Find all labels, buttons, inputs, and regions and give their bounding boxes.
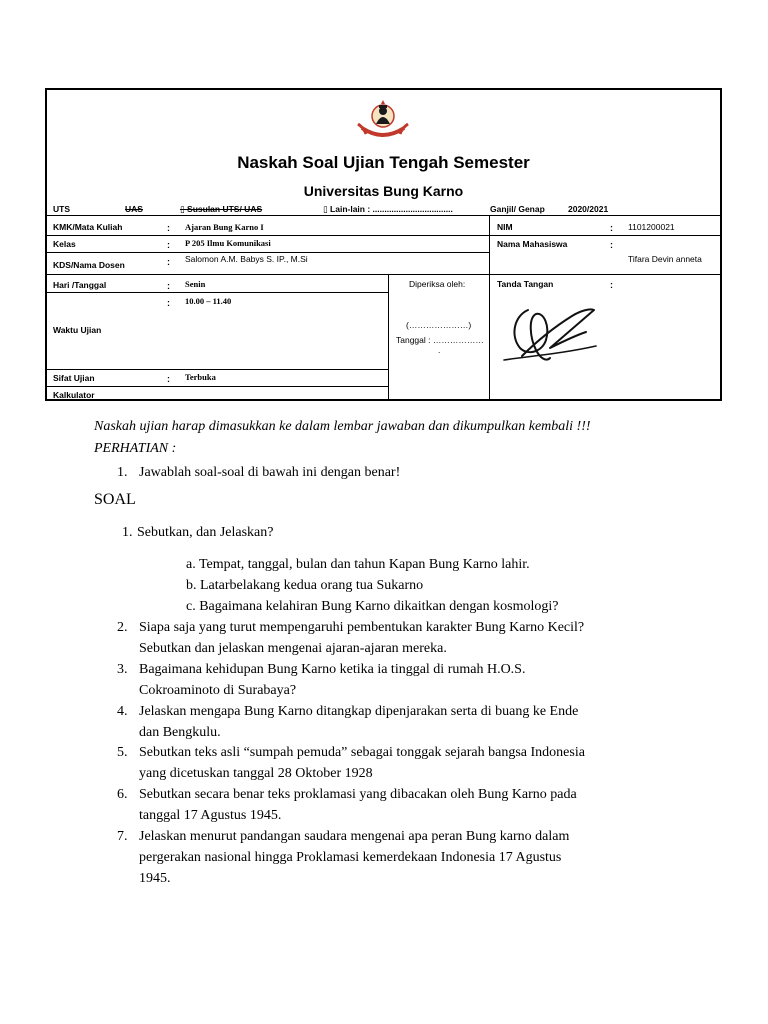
field-colon: : <box>610 280 613 290</box>
column-divider <box>388 274 389 401</box>
signature-icon <box>500 296 610 366</box>
row-divider <box>47 369 388 370</box>
exam-type-lain: ▯ Lain-lain : .................................. <box>323 204 453 214</box>
perhatian-title: PERHATIAN : <box>94 441 177 456</box>
exam-type-susulan: ▯ Susulan UTS/ UAS <box>180 204 263 214</box>
sub-question: a. Tempat, tanggal, bulan dan tahun Kapan Bung Karno lahir. <box>186 557 530 572</box>
question-text: dan Bengkulu. <box>139 725 221 740</box>
perhatian-item-number: 1. <box>117 465 128 480</box>
diperiksa-label: Diperiksa oleh: <box>409 279 466 289</box>
field-colon: : <box>167 240 170 250</box>
row-divider <box>47 252 489 253</box>
kmk-value: Ajaran Bung Karno I <box>185 222 264 232</box>
question-number: 5. <box>117 745 128 760</box>
nama-label: Nama Mahasiswa <box>497 239 568 249</box>
semester-label: Ganjil/ Genap <box>490 204 545 214</box>
header-divider <box>47 215 720 216</box>
question-text: Cokroaminoto di Surabaya? <box>139 683 297 698</box>
tanggal-label: Tanggal : ……………… <box>396 335 484 345</box>
field-colon: : <box>610 240 613 250</box>
row-divider <box>47 386 388 387</box>
row-divider <box>489 235 720 236</box>
tanda-tangan-label: Tanda Tangan <box>497 279 554 289</box>
row-divider <box>47 274 720 275</box>
exam-type-uas: UAS <box>125 204 143 214</box>
field-colon: : <box>167 223 170 233</box>
field-colon: : <box>610 223 613 233</box>
dosen-label: KDS/Nama Dosen <box>53 260 125 270</box>
field-colon: : <box>167 374 170 384</box>
kalkulator-label: Kalkulator <box>53 390 95 400</box>
question-text: Jelaskan menurut pandangan saudara mengenai apa peran Bung karno dalam <box>139 829 570 844</box>
kmk-label: KMK/Mata Kuliah <box>53 222 123 232</box>
question-text: tanggal 17 Agustus 1945. <box>139 808 282 823</box>
field-colon: : <box>167 281 170 291</box>
question-number: 7. <box>117 829 128 844</box>
soal-title: SOAL <box>94 491 136 508</box>
nama-value: Tifara Devin anneta <box>628 254 702 264</box>
sub-question: b. Latarbelakang kedua orang tua Sukarno <box>186 578 424 593</box>
sifat-label: Sifat Ujian <box>53 373 95 383</box>
row-divider <box>47 235 489 236</box>
nim-value: 1101200021 <box>628 222 675 232</box>
document-title: Naskah Soal Ujian Tengah Semester <box>237 153 530 172</box>
university-logo-icon <box>352 98 414 142</box>
question-text: Sebutkan dan jelaskan mengenai ajaran-ajaran mereka. <box>139 641 447 656</box>
question-text: 1945. <box>139 871 171 886</box>
question-number: 6. <box>117 787 128 802</box>
question-number: 1. <box>122 525 133 540</box>
exam-type-uts: UTS <box>53 204 70 214</box>
university-name: Universitas Bung Karno <box>303 183 464 199</box>
question-number: 3. <box>117 662 128 677</box>
question-text: Sebutkan secara benar teks proklamasi yang dibacakan oleh Bung Karno pada <box>139 787 577 802</box>
diperiksa-blank: (…………………) <box>406 320 472 330</box>
field-colon: : <box>167 257 170 267</box>
question-text: Jelaskan mengapa Bung Karno ditangkap dipenjarakan serta di buang ke Ende <box>139 704 579 719</box>
question-text: pergerakan nasional hingga Proklamasi kemerdekaan Indonesia 17 Agustus <box>139 850 562 865</box>
academic-year: 2020/2021 <box>568 204 609 214</box>
waktu-value: 10.00 – 11.40 <box>185 296 232 306</box>
dosen-value: Salomon A.M. Babys S. IP., M.Si <box>185 254 308 264</box>
question-number: 2. <box>117 620 128 635</box>
nim-label: NIM <box>497 222 513 232</box>
sifat-value: Terbuka <box>185 372 216 382</box>
submission-notice: Naskah ujian harap dimasukkan ke dalam lembar jawaban dan dikumpulkan kembali !!! <box>94 419 591 434</box>
question-text: Sebutkan teks asli “sumpah pemuda” sebagai tonggak sejarah bangsa Indonesia <box>139 745 585 760</box>
kelas-label: Kelas <box>53 239 76 249</box>
column-divider <box>489 215 490 401</box>
question-text: yang dicetuskan tanggal 28 Oktober 1928 <box>139 766 373 781</box>
tanggal-dot: . <box>438 345 441 355</box>
question-text: Bagaimana kehidupan Bung Karno ketika ia tinggal di rumah H.O.S. <box>139 662 526 677</box>
sub-question: c. Bagaimana kelahiran Bung Karno dikaitkan dengan kosmologi? <box>186 599 559 614</box>
waktu-label: Waktu Ujian <box>53 325 102 335</box>
exam-header-box <box>45 88 722 401</box>
field-colon: : <box>167 298 170 308</box>
hari-value: Senin <box>185 279 206 289</box>
kelas-value: P 205 Ilmu Komunikasi <box>185 238 271 248</box>
question-text: Siapa saja yang turut mempengaruhi pembentukan karakter Bung Karno Kecil? <box>139 620 585 635</box>
perhatian-item-text: Jawablah soal-soal di bawah ini dengan benar! <box>139 465 401 480</box>
row-divider <box>47 292 388 293</box>
question-number: 4. <box>117 704 128 719</box>
question-text: Sebutkan, dan Jelaskan? <box>137 525 274 540</box>
hari-label: Hari /Tanggal <box>53 280 107 290</box>
